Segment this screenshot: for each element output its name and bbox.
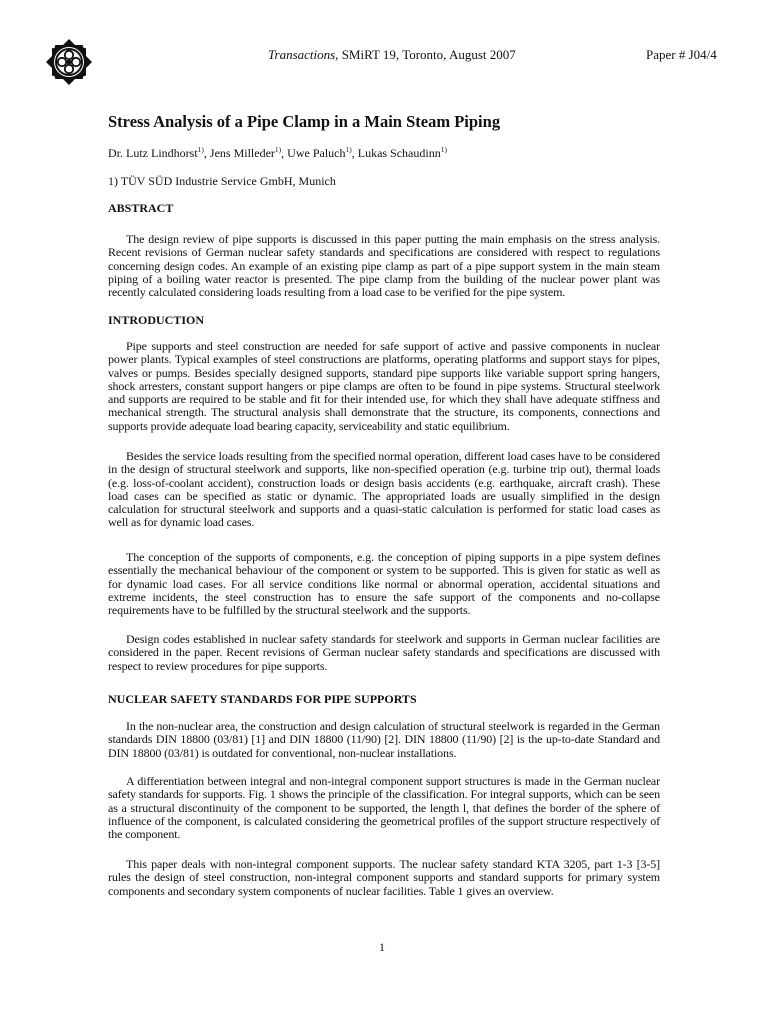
smirt-logo-icon — [45, 38, 93, 86]
nuclear-standards-heading: NUCLEAR SAFETY STANDARDS FOR PIPE SUPPORTS — [108, 692, 417, 706]
author-separator: , — [203, 146, 210, 160]
running-header — [268, 47, 516, 63]
introduction-paragraph-4: Design codes established in nuclear safety standards for steelwork and supports in German nuclear facilities are considered in the paper. Recent revisions of German nuclear safety standards and specifications are discussed with respect to review procedures for pipe supports. — [108, 632, 660, 673]
paper-title: Stress Analysis of a Pipe Clamp in a Main Steam Piping — [108, 112, 501, 131]
author-name: Jens Milleder — [209, 146, 275, 160]
affiliation-marker: 1) — [345, 145, 352, 154]
author-name: Dr. Lutz Lindhorst — [108, 146, 198, 160]
author-list — [108, 146, 447, 161]
author-separator: , — [351, 146, 358, 160]
nuclear-paragraph-1: In the non-nuclear area, the construction and design calculation of structural steelwork is regarded in the German standards DIN 18800 (03/81) [1] and DIN 18800 (11/90) [2]. DIN 18800 (11/90) [2] is the up-to-date Standard and DIN 18800 (03/81) is outdated for conventional, non-nuclear installations. — [108, 719, 660, 760]
affiliation-marker: 1) — [197, 145, 204, 154]
introduction-heading: INTRODUCTION — [108, 313, 205, 327]
nuclear-paragraph-3: This paper deals with non-integral component supports. The nuclear safety standard KTA 3205, part 1-3 [3-5] rules the design of steel construction, non-integral component supports and standard supports for primary system components and secondary system components of nuclear facilities. Table 1 gives an overview. — [108, 857, 660, 898]
introduction-paragraph-3: The conception of the supports of components, e.g. the conception of piping supports in a pipe system defines essentially the mechanical behaviour of the component or system to be supported. This is given for static as well as for dynamic load cases. For all service conditions like normal or abnormal operation, accidental situations and extreme incidents, the steel construction has to ensure the safe support of the components and no-collapse requirements have to be fulfilled by the structural steelwork and the supports. — [108, 550, 660, 618]
author-name: Uwe Paluch — [287, 146, 346, 160]
abstract-paragraph: The design review of pipe supports is discussed in this paper putting the main emphasis on the stress analysis. Recent revisions of German nuclear safety standards and specifications are considered with respect to regulations concerning design codes. An example of an existing pipe clamp as part of a pipe support system in the main steam piping of a boiling water reactor is presented. The pipe clamp from the building of the nuclear power plant was recently calculated considering loads resulting from a load case to be verified for the pipe system. — [108, 232, 660, 300]
affiliation-marker: 1) — [274, 145, 282, 154]
page-number: 1 — [379, 940, 385, 954]
abstract-heading: ABSTRACT — [108, 201, 174, 215]
paper-id: Paper # J04/4 — [646, 47, 717, 62]
author-name: Lukas Schaudinn — [357, 146, 441, 160]
affiliation-marker: 1) — [440, 145, 447, 154]
journal-name: Transactions, — [268, 47, 339, 62]
conference-info: SMiRT 19, Toronto, August 2007 — [338, 47, 516, 62]
nuclear-paragraph-2: A differentiation between integral and non-integral component support structures is made in the German nuclear safety standards for supports. Fig. 1 shows the principle of the classification. For integral supports, which can be seen as a structural discontinuity of the component to be supported, the length l, that defines the border of the sphere of influence of the component, is calculated considering the geometrical profiles of the support structure respectively of the component. — [108, 774, 660, 842]
introduction-paragraph-1: Pipe supports and steel construction are needed for safe support of active and passive components in nuclear power plants. Typical examples of steel constructions are platforms, operating platforms and support stays for pipes, valves or pumps. Besides specially designed supports, standard pipe supports like variable support spring hangers, shock arresters, constant support hangers or pipe clamps are often to be found in pipe systems. Structural steelwork and supports are required to be stable and fit for their intended use, for which they shall have adequate stiffness and mechanical strength. The structural analysis shall demonstrate that the structure, its components, connections and supports provide adequate load bearing capacity, serviceability and static equilibrium. — [108, 339, 660, 433]
introduction-paragraph-2: Besides the service loads resulting from the specified normal operation, different load cases have to be considered in the design of structural steelwork and supports, like non-specified operation (e.g. turbine trip out), thermal loads (e.g. loss-of-coolant accident), construction loads or design basis accidents (e.g. earthquake, aircraft crash). These load cases can be specified as static or dynamic. The appropriated loads are usually simplified in the design calculation for structural steelwork and supports and a quasi-static calculation is performed for static load cases as well as for dynamic load cases. — [108, 449, 660, 530]
affiliation: 1) TÜV SÜD Industrie Service GmbH, Munich — [108, 174, 336, 188]
author-separator: , — [281, 146, 288, 160]
